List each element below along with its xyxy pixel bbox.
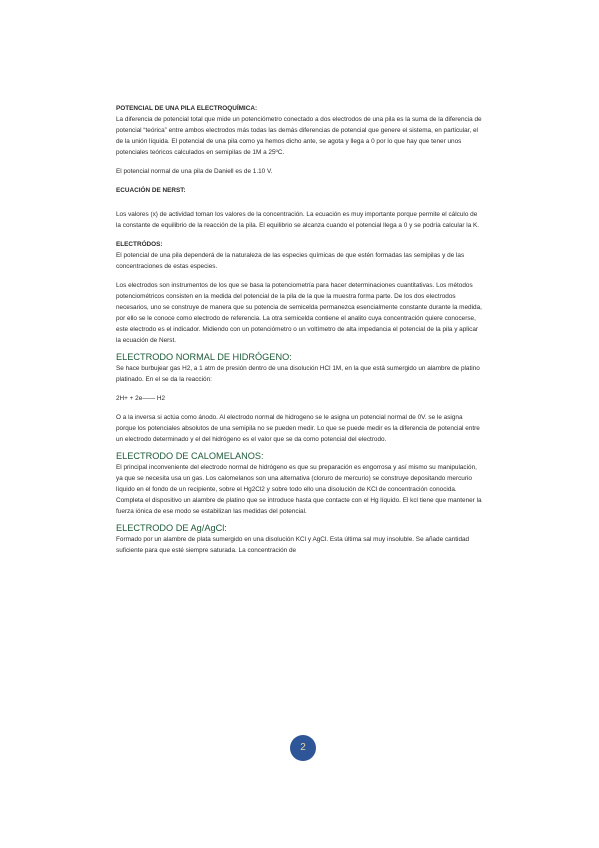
heading-electrodo-agagcl: ELECTRODO DE Ag/AgCl: [116, 523, 227, 533]
paragraph-hidrogeno-2: O a la inversa si actúa como ánodo. Al electrodo normal de hidrogeno se le asigna un potencial normal de 0V. se le asigna porque los potenciales absolutos de una semipila no se pueden medir. Lo que se puede medir es la diferencia de potencial entre un electrodo determinado y el del hidrógeno es el valor que se da como potencial del electrodo. [116, 414, 480, 443]
heading-ecuacion-nerst: ECUACIÓN DE NERST: [116, 187, 186, 194]
page-content [116, 103, 483, 556]
paragraph-agagcl: Formado por un alambre de plata sumergido en una disolución KCl y AgCl. Esta última sal muy insoluble. Se añade cantidad suficiente para que esté siempre saturada. La concentración de [116, 536, 470, 554]
heading-electrodo-hidrogeno: ELECTRODO NORMAL DE HIDRÓGENO: [116, 352, 292, 362]
paragraph-hidrogeno-1: Se hace burbujear gas H2, a 1 atm de presión dentro de una disolución HCl 1M, en la que está sumergido un alambre de platino platinado. En el se da la reacción: [116, 365, 480, 383]
paragraph-daniell: El potencial normal de una pila de Daniell es de 1.10 V. [116, 168, 273, 175]
reaction-equation: 2H+ + 2e—— H2 [116, 395, 166, 402]
heading-electrodo-calomelanos: ELECTRODO DE CALOMELANOS: [116, 451, 264, 461]
page-number-badge: 2 [290, 735, 316, 761]
paragraph-ecuacion-nerst: Los valores (x) de actividad toman los valores de la concentración. La ecuación es muy importante porque permite el cálculo de la constante de equilibrio de la reacción de la pila. El equilibrio se alcanza cuando el potencial llega a 0 y se podría calcular la K. [116, 211, 480, 229]
heading-potencial-pila: POTENCIAL DE UNA PILA ELECTROQUÍMICA: [116, 105, 258, 112]
heading-electrodos: ELECTRÓDOS: [116, 241, 163, 248]
paragraph-calomelanos: El principal inconveniente del electrodo normal de hidrógeno es que su preparación es engorrosa y así mismo su manipulación, ya que se necesita usa un gas. Los calomelanos son una alternativa (cloruro de mercurio) se construye depositando mercurio líquido en el fondo de un recipiente, sobre el Hg2Cl2 y sobre todo ello una disolución de KCl de concentración conocida. Completa el dispositivo un alambre de platino que se introduce hasta que contacte con el Hg líquido. El kcl tiene que mantener la fuerza iónica de ese modo se estabilizan las medidas del potencial. [116, 464, 482, 515]
paragraph-potencial-pila: La diferencia de potencial total que mide un potenciómetro conectado a dos electrodos de una pila es la suma de la diferencia de potencial “teórica” entre ambos electrodos más todas las demás diferencias de potencial que genere el sistema, en particular, el de la unión líquida. El potencial de una pila como ya hemos dicho ante, se agota y llega a 0 por lo que hay que tener unos potenciales teóricos calculados en semipilas de 1M a 25ºC. [116, 116, 482, 156]
paragraph-electrodos-2: Los electrodos son instrumentos de los que se basa la potenciometría para hacer determinaciones cuantitativas. Los métodos potenciométricos consisten en la medida del potencial de la pila de la que la muestra forma parte. De los dos electrodos necesarios, uno se construye de manera que su potencia de semicelda permanezca esencialmente constante durante la medida, por ello se le conoce como electrodo de referencia. La otra semicelda contiene el analito cuya concentración quiere conocerse, este electrodo es el indicador. Midiendo con un potenciómetro o un voltímetro de alta impedancia el potencial de la pila y aplicar la ecuación de Nerst. [116, 282, 482, 344]
paragraph-electrodos-1: El potencial de una pila dependerá de la naturaleza de las especies químicas de que estén formadas las semipilas y de las concentraciones de estas especies. [116, 252, 465, 270]
